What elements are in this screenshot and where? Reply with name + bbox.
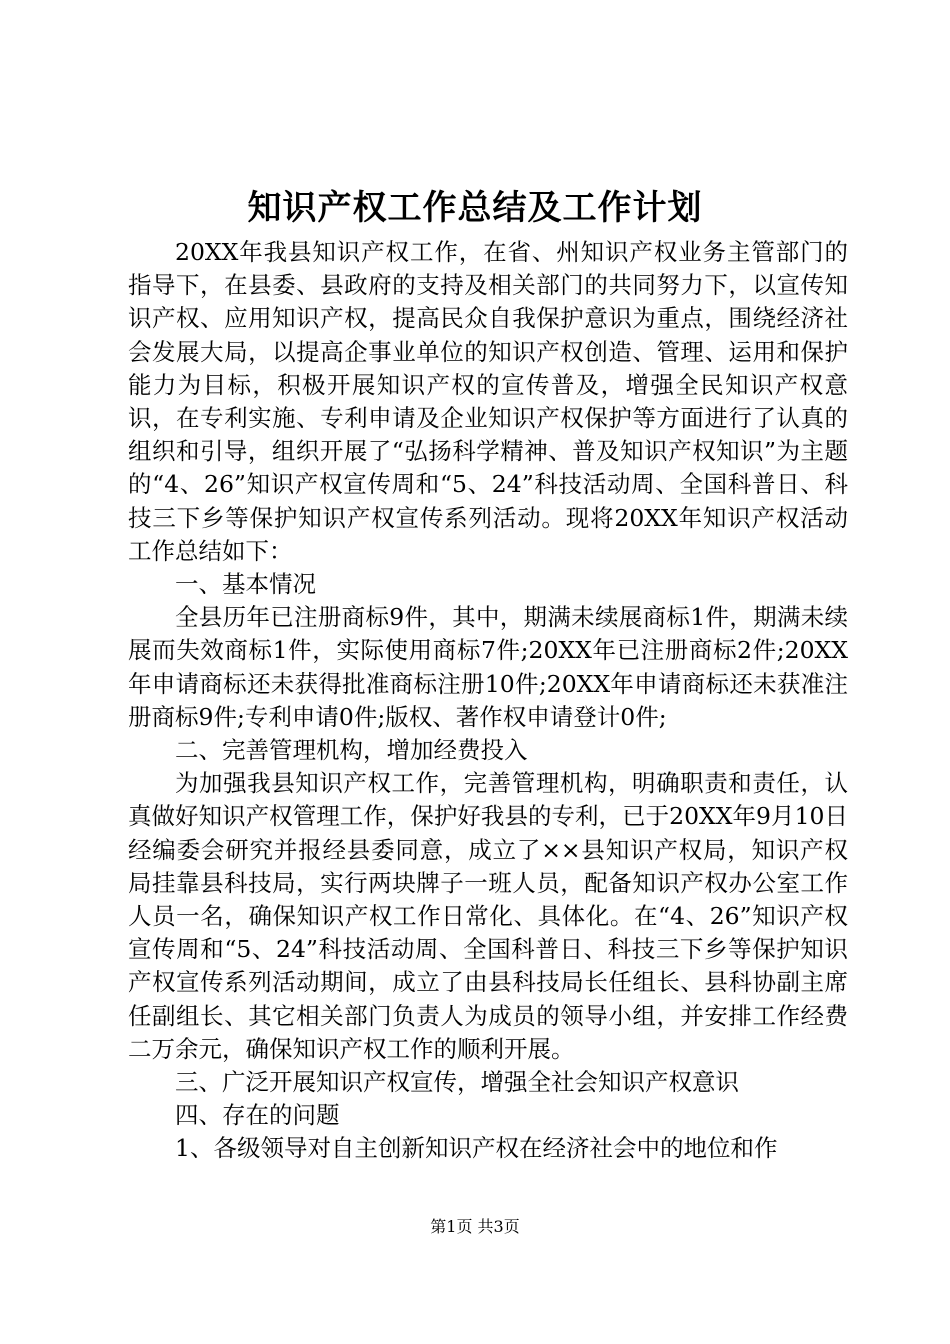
heading-publicity: 三、广泛开展知识产权宣传，增强全社会知识产权意识 xyxy=(175,1068,739,1097)
page-number: 第1页 共3页 xyxy=(430,1217,520,1236)
document-body xyxy=(128,236,848,1166)
heading-problems: 四、存在的问题 xyxy=(175,1101,340,1130)
heading-management: 二、完善管理机构，增加经费投入 xyxy=(175,736,528,765)
document-title: 知识产权工作总结及工作计划 xyxy=(247,188,703,228)
heading-basic-situation: 一、基本情况 xyxy=(175,570,316,599)
paragraph-intro: 20XX年我县知识产权工作，在省、州知识产权业务主管部门的指导下，在县委、县政府的支持及相关部门的共同努力下，以宣传知识产权、应用知识产权，提高民众自我保护意识为重点，围绕经济社会发展大局，以提高企事业单位的知识产权创造、管理、运用和保护能力为目标，积极开展知识产权的宣传普及，增强全民知识产权意识，在专利实施、专利申请及企业知识产权保护等方面进行了认真的组织和引导，组织开展了“弘扬科学精神、普及知识产权知识”为主题的“4、26”知识产权宣传周和“5、24”科技活动周、全国科普日、科技三下乡等保护知识产权宣传系列活动。现将20XX年知识产权活动工作总结如下： xyxy=(128,238,848,565)
paragraph-problem-1: 1、各级领导对自主创新知识产权在经济社会中的地位和作 xyxy=(175,1134,778,1163)
paragraph-trademarks: 全县历年已注册商标9件，其中，期满未续展商标1件，期满未续展而失效商标1件，实际使用商标7件;20XX年已注册商标2件;20XX年申请商标还未获得批准商标注册10件;20XX年申请商标还未获准注册商标9件;专利申请0件;版权、著作权申请登计0件; xyxy=(128,603,848,731)
paragraph-management: 为加强我县知识产权工作，完善管理机构，明确职责和责任，认真做好知识产权管理工作，保护好我县的专利，已于20XX年9月10日经编委会研究并报经县委同意，成立了××县知识产权局，知识产权局挂靠县科技局，实行两块牌子一班人员，配备知识产权办公室工作人员一名，确保知识产权工作日常化、具体化。在“4、26”知识产权宣传周和“5、24”科技活动周、全国科普日、科技三下乡等保护知识产权宣传系列活动期间，成立了由县科技局长任组长、县科协副主席任副组长、其它相关部门负责人为成员的领导小组，并安排工作经费二万余元，确保知识产权工作的顺利开展。 xyxy=(128,769,848,1063)
